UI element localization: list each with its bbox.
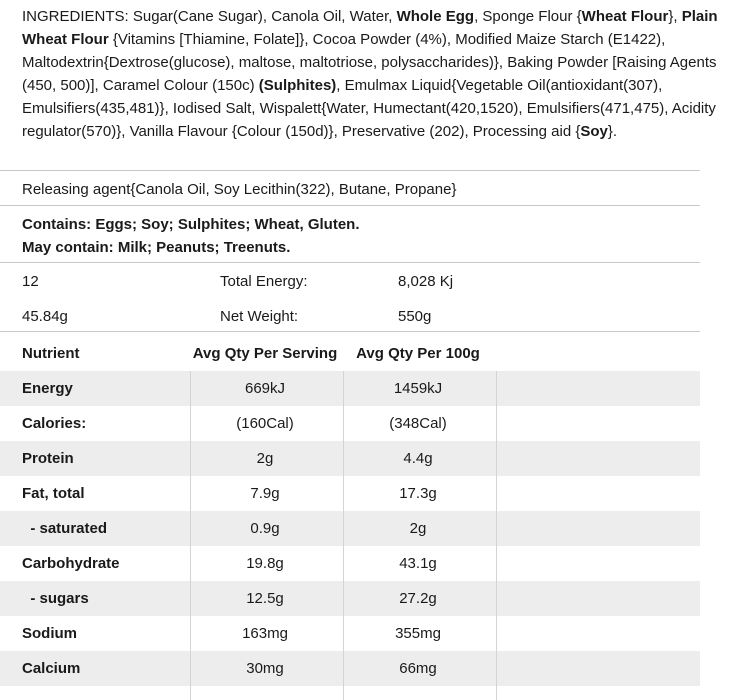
header-nutrient: Nutrient	[22, 345, 80, 362]
nutrient-name: Calories:	[22, 415, 87, 432]
per-serving-value: 30mg	[246, 660, 284, 677]
summary-row	[0, 305, 700, 340]
per-100g-value: 4.4g	[403, 450, 433, 467]
releasing-agent: Releasing agent{Canola Oil, Soy Lecithin(322), Butane, Propane}	[22, 181, 457, 198]
table-row	[0, 371, 700, 406]
table-row	[0, 476, 700, 511]
ingredient-text: },	[668, 8, 682, 25]
net-weight-value: 550g	[398, 308, 432, 325]
per-serving-value: 163mg	[242, 625, 288, 642]
servings-value: 12	[22, 273, 39, 290]
divider	[0, 331, 700, 332]
summary-row	[0, 270, 700, 305]
divider	[0, 205, 700, 206]
may-contain-line: May contain: Milk; Peanuts; Treenuts.	[22, 239, 291, 256]
nutrient-name: Energy	[22, 380, 73, 397]
per-100g-value: 17.3g	[399, 485, 437, 502]
nutrient-name: Calcium	[22, 660, 81, 677]
summary-block	[0, 270, 700, 340]
per-100g-value: 2g	[409, 520, 427, 537]
nutrient-name: Protein	[22, 450, 74, 467]
table-row	[0, 546, 700, 581]
table-row	[0, 511, 700, 546]
per-100g-value: (348Cal)	[389, 415, 447, 432]
header-per-100g: Avg Qty Per 100g	[356, 345, 480, 362]
ingredients-paragraph	[0, 5, 744, 143]
nutrient-name: - sugars	[22, 590, 89, 607]
ingredient-text: , Sponge Flour {	[474, 8, 582, 25]
total-energy-label: Total Energy:	[220, 273, 308, 290]
per-serving-value: 2g	[256, 450, 274, 467]
per-100g-value: 27.2g	[399, 590, 437, 607]
allergen-highlight: Plain Wheat Flour	[22, 8, 718, 48]
allergen-statement	[0, 213, 744, 259]
ingredient-text: {Vitamins [Thiamine, Folate]}, Cocoa Powder (4%), Modified Maize Starch (E1422), Maltodextrin{Dextrose(glucose), maltose, maltotriose, polysaccharides)}, Baking Powder [Raising Agents (450, 500)], Caramel Colour (150c)	[22, 31, 717, 94]
nutrition-table	[0, 336, 700, 686]
per-100g-value: 355mg	[395, 625, 441, 642]
nutrient-name: Carbohydrate	[22, 555, 120, 572]
header-per-serving: Avg Qty Per Serving	[192, 345, 338, 362]
table-row	[0, 441, 700, 476]
total-energy-value: 8,028 Kj	[398, 273, 454, 290]
per-serving-value: 19.8g	[246, 555, 284, 572]
nutrient-name: - saturated	[22, 520, 108, 537]
net-weight-label: Net Weight:	[220, 308, 299, 325]
divider	[0, 262, 700, 263]
ingredient-text: }.	[607, 123, 618, 140]
divider	[0, 170, 700, 171]
per-serving-value: 12.5g	[246, 590, 284, 607]
per-serving-value: 0.9g	[250, 520, 280, 537]
allergen-highlight: Soy	[580, 123, 608, 140]
table-row	[0, 581, 700, 616]
table-row	[0, 651, 700, 686]
per-100g-value: 66mg	[399, 660, 437, 677]
allergen-highlight: Wheat Flour	[581, 8, 669, 25]
per-serving-value: 7.9g	[250, 485, 280, 502]
nutrient-name: Sodium	[22, 625, 77, 642]
table-row	[0, 616, 700, 651]
serving-size-value: 45.84g	[22, 308, 68, 325]
table-row	[0, 406, 700, 441]
allergen-highlight: Whole Egg	[396, 8, 475, 25]
ingredient-text: INGREDIENTS: Sugar(Cane Sugar), Canola Oil, Water,	[22, 8, 397, 25]
ingredient-text: , Emulmax Liquid{Vegetable Oil(antioxidant(307), Emulsifiers(435,481)}, Iodised Salt, Wispalett{Water, Humectant(420,1520), Emulsifiers(471,475), Acidity regulator(570)}, Vanilla Flavour {Colour (150d)}, Preservative (202), Processing aid {	[22, 77, 716, 140]
per-serving-value: 669kJ	[244, 380, 286, 397]
per-100g-value: 1459kJ	[393, 380, 443, 397]
per-serving-value: (160Cal)	[236, 415, 294, 432]
per-100g-value: 43.1g	[399, 555, 437, 572]
contains-line: Contains: Eggs; Soy; Sulphites; Wheat, Gluten.	[22, 216, 360, 233]
allergen-highlight: (Sulphites)	[258, 77, 337, 94]
nutrient-name: Fat, total	[22, 485, 85, 502]
table-header-row	[0, 336, 700, 371]
